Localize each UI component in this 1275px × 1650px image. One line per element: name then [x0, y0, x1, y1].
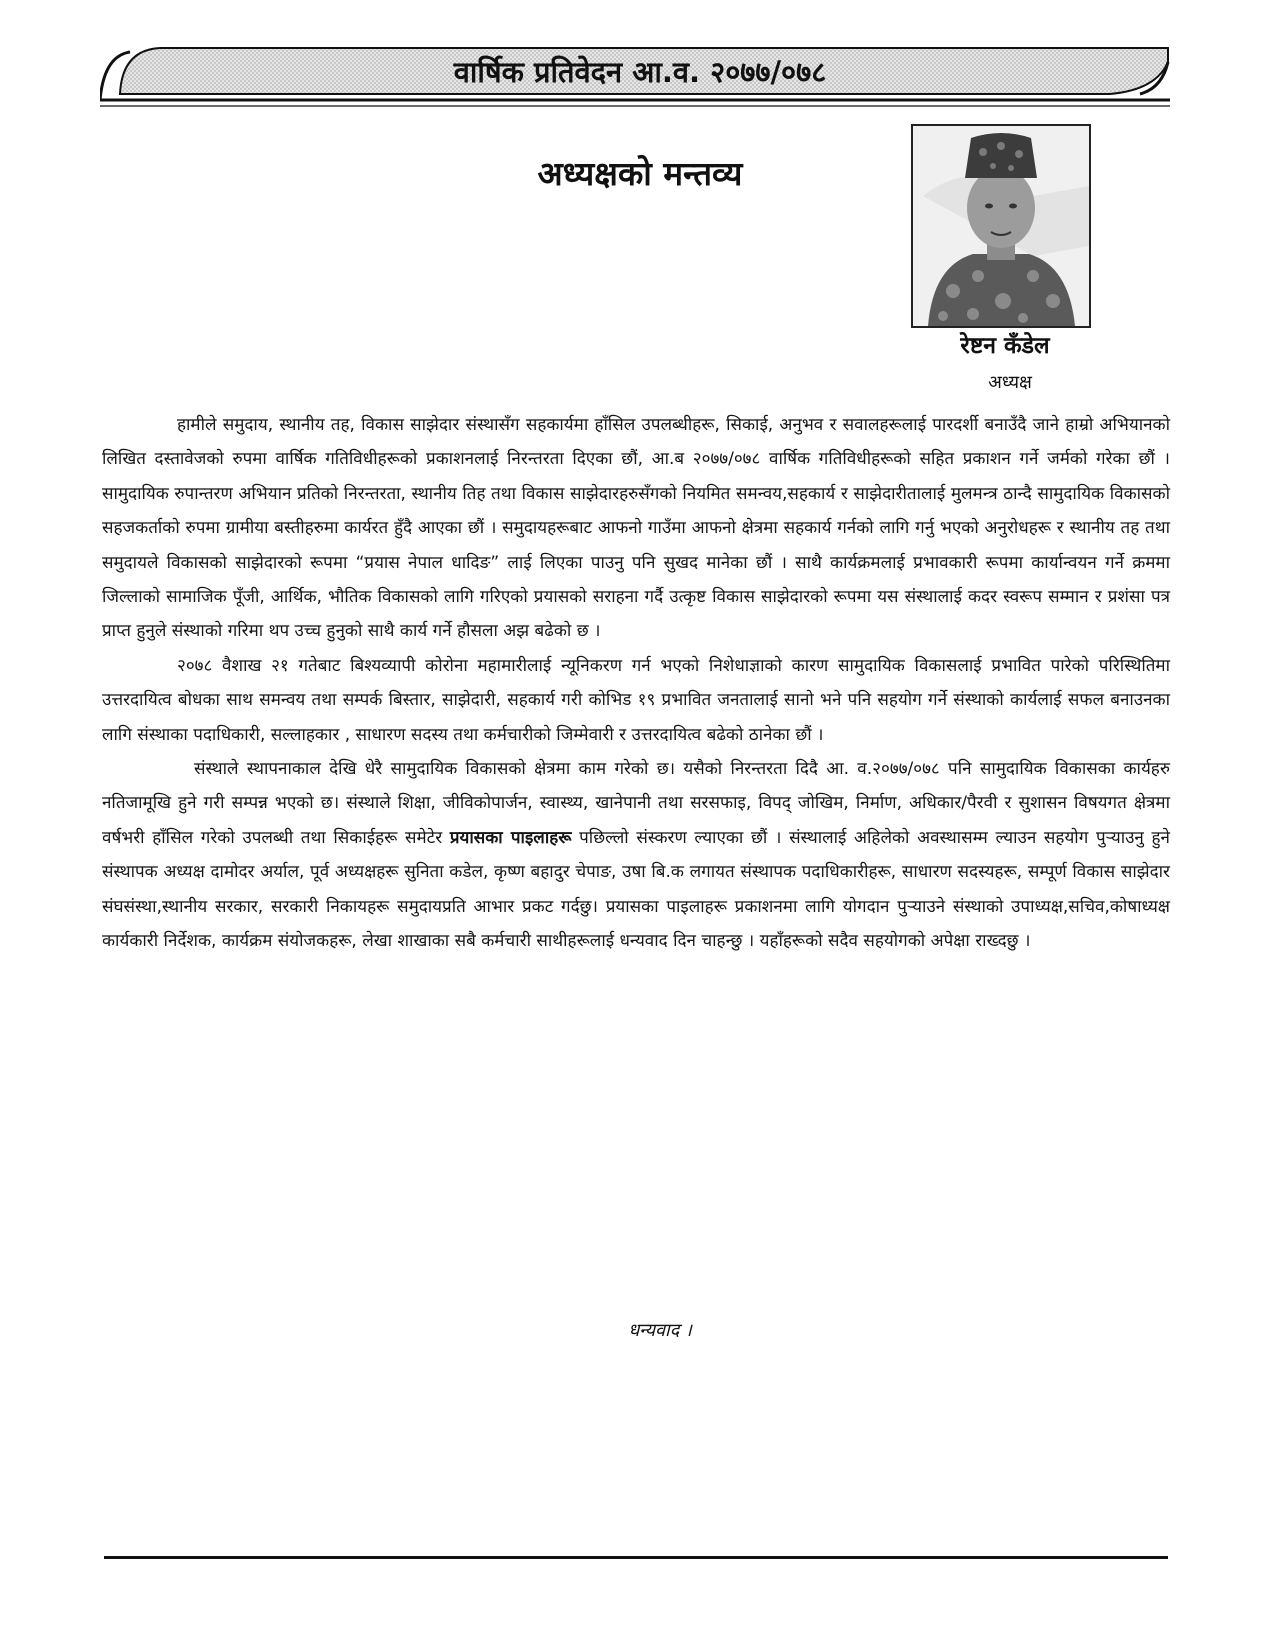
paragraph-3-text-end: पछिल्लो संस्करण ल्याएका छौं । संस्थालाई अहिलेको अवस्थासम्म ल्याउन सहयोग पुऱ्याउनु हुने संस्थापक अध्यक्ष दामोदर अर्याल, पूर्व अध्यक्षहरू सुनिता कडेल, कृष्ण बहादुर चेपाङ, उषा बि.क लगायत संस्थापक पदाधिकारीहरू, साधारण सदस्यहरू, सम्पूर्ण विकास साझेदार संघसंस्था,स्थानीय सरकार, सरकारी निकायहरू समुदायप्रति आभार प्रकट गर्दछु। प्रयासका पाइलाहरू प्रकाशनमा लागि योगदान पुऱ्याउने संस्थाको उपाध्यक्ष,सचिव,कोषाध्यक्ष कार्यकारी निर्देशक, कार्यक्रम संयोजकहरू, लेखा शाखाका सबै कर्मचारी साथीहरूलाई धन्यवाद दिन चाहन्छु । यहाँहरूको सदैव सहयोगको अपेक्षा राख्दछु ।: [102, 827, 1170, 952]
chairperson-name: रेष्टन कँडेल: [960, 333, 1050, 359]
chairperson-photo: [911, 124, 1091, 328]
report-header-banner: [100, 44, 1170, 114]
footer-divider: [104, 1556, 1168, 1559]
message-paragraph-3: [102, 752, 1170, 958]
message-paragraph-2: २०७८ वैशाख २१ गतेबाट बिश्यव्यापी कोरोना महामारीलाई न्यूनिकरण गर्न भएको निशेधाज्ञाको कारण सामुदायिक विकासलाई प्रभावित पारेको परिस्थितिमा उत्तरदायित्व बोधका साथ समन्वय तथा सम्पर्क बिस्तार, साझेदारी, सहकार्य गरी कोभिड १९ प्रभावित जनतालाई सानो भने पनि सहयोग गर्ने संस्थाको कार्यलाई सफल बनाउनका लागि संस्थाका पदाधिकारी, सल्लाहकार , साधारण सदस्य तथा कर्मचारीको जिम्मेवारी र उत्तरदायित्व बढेको ठानेका छौं ।: [102, 655, 1170, 745]
closing-thanks: धन्यवाद ।: [628, 1320, 692, 1341]
message-paragraph-1: हामीले समुदाय, स्थानीय तह, विकास साझेदार संस्थासँग सहकार्यमा हाँसिल उपलब्धीहरू, सिकाई, अनुभव र सवालहरूलाई पारदर्शी बनाउँदै जाने हाम्रो अभियानको लिखित दस्तावेजको रुपमा वार्षिक गतिविधीहरूको प्रकाशनलाई निरन्तरता दिएका छौं, आ.ब २०७७/०७८ वार्षिक गतिविधीहरूको सहित प्रकाशन गर्ने जर्मको गरेका छौं । सामुदायिक रुपान्तरण अभियान प्रतिको निरन्तरता, स्थानीय तिह तथा विकास साझेदारहरुसँगको नियमित समन्वय,सहकार्य र साझेदारीतालाई मुलमन्त्र ठान्दै सामुदायिक विकासको सहजकर्ताको रुपमा ग्रामीया बस्तीहरुमा कार्यरत हुँदै आएका छौं । समुदायहरूबाट आफनो गाउँमा आफनो क्षेत्रमा सहकार्य गर्नको लागि गर्नु भएको अनुरोधहरू र स्थानीय तह तथा समुदायले विकासको साझेदारको रूपमा “प्रयास नेपाल धादिङ” लाई लिएका पाउनु पनि सुखद मानेका छौं । साथै कार्यक्रमलाई प्रभावकारी रूपमा कार्यान्वयन गर्ने क्रममा जिल्लाको सामाजिक पूँजी, आर्थिक, भौतिक विकासको लागि गरिएको प्रयासको सराहना गर्दै उत्कृष्ट विकास साझेदारको रूपमा यस संस्थालाई कदर स्वरूप सम्मान र प्रशंसा पत्र प्राप्त हुनुले संस्थाको गरिमा थप उच्च हुनुको साथै कार्य गर्ने हौसला अझ बढेको छ ।: [102, 415, 1170, 642]
paragraph-3-text-start: संस्थाले स्थापनाकाल देखि धेरै सामुदायिक विकासको क्षेत्रमा काम गरेको छ। यसैको निरन्तरता दिदै आ. व.२०७७/०७८ पनि सामुदायिक विकासका कार्यहरु नतिजामूखि हुने गरी सम्पन्न भएको छ। संस्थाले शिक्षा, जीविकोपार्जन, स्वास्थ्य, खानेपानी तथा सरसफाइ, विपद् जोखिम, निर्माण, अधिकार/पैरवी र सुशासन विषयगत क्षेत्रमा वर्षभरी हाँसिल गरेको उपलब्धी तथा सिकाईहरू समेटेर: [102, 759, 1170, 848]
chairperson-title: अध्यक्ष: [988, 372, 1032, 393]
report-title: वार्षिक प्रतिवेदन आ.व. २०७७/०७८: [453, 55, 827, 89]
page-title: अध्यक्षको मन्तव्य: [537, 154, 743, 193]
publication-name: प्रयासका पाइलाहरू: [449, 827, 572, 848]
message-body: [102, 408, 1170, 959]
portrait-illustration: [913, 126, 1089, 326]
